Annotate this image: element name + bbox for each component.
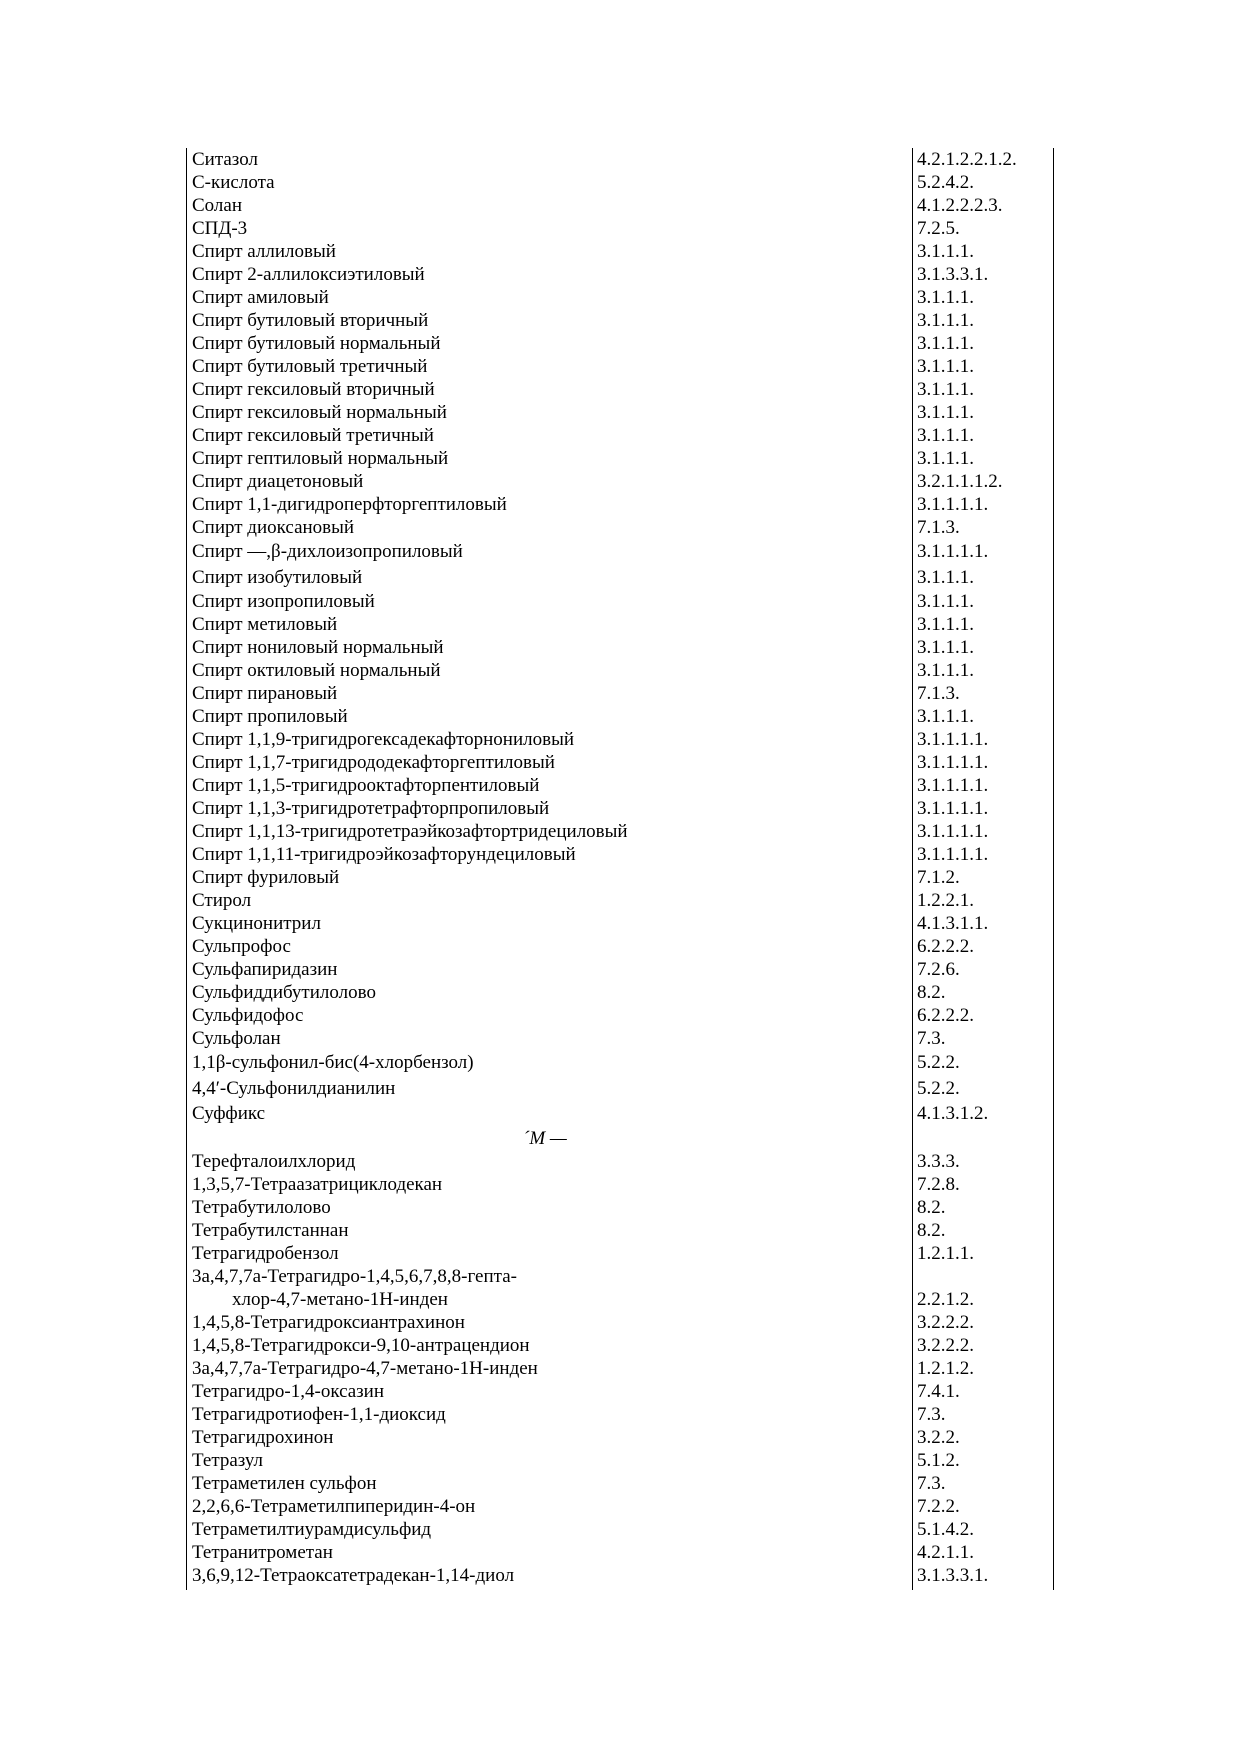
index-reference: 7.2.5. [917, 218, 960, 239]
index-entry [186, 1242, 1056, 1265]
section-heading: ´М — [523, 1127, 567, 1149]
index-reference: 3.1.1.1. [917, 448, 974, 469]
index-entry [186, 194, 1056, 217]
index-entry [186, 843, 1056, 866]
index-reference: 3.1.1.1.1. [917, 844, 989, 865]
index-reference: 4.2.1.1. [917, 1541, 974, 1563]
index-term: Сукцинонитрил [192, 913, 321, 934]
index-entry [186, 1076, 1056, 1102]
index-reference: 1.2.1.1. [917, 1242, 974, 1264]
index-entry [186, 774, 1056, 797]
index-reference: 3.1.1.1. [917, 614, 974, 635]
index-reference: 3.3.3. [917, 1150, 960, 1172]
index-reference: 4.1.3.1.2. [917, 1103, 989, 1124]
index-term-continuation: хлор-4,7-метано-1Н-инден [232, 1288, 448, 1310]
index-term-line: 3а,4,7,7а-Тетрагидро-1,4,5,6,7,8,8-гепта- [192, 1265, 517, 1287]
index-reference: 7.3. [917, 1028, 946, 1049]
index-term: 4,4′-Сульфонилдианилин [192, 1077, 396, 1099]
index-term: Тетраметилтиурамдисульфид [192, 1518, 432, 1540]
index-reference: 3.1.1.1.1. [917, 821, 989, 842]
index-term: Спирт 1,1,9-тригидрогексадекафторнониловый [192, 729, 575, 750]
index-reference: 3.1.3.3.1. [917, 264, 989, 285]
index-reference: 7.2.8. [917, 1173, 960, 1195]
index-entry [186, 1426, 1056, 1449]
index-entry [186, 378, 1056, 401]
index-term: Ситазол [192, 149, 258, 170]
index-reference: 3.1.1.1. [917, 241, 974, 262]
index-entry [186, 889, 1056, 912]
index-term: Спирт гексиловый нормальный [192, 402, 447, 423]
index-term: Тетрагидро-1,4-оксазин [192, 1380, 385, 1402]
index-term: Спирт гексиловый третичный [192, 425, 434, 446]
index-entry [186, 565, 1056, 591]
index-term: Спирт 1,1,5-тригидрооктафторпентиловый [192, 775, 540, 796]
index-entry [186, 958, 1056, 981]
index-term [192, 1265, 517, 1311]
index-reference: 4.1.3.1.1. [917, 913, 989, 934]
index-term: Сульфапиридазин [192, 959, 338, 980]
index-reference: 3.1.1.1.1. [917, 775, 989, 796]
index-entry [186, 263, 1056, 286]
index-term: Тетрагидробензол [192, 1242, 339, 1264]
index-entry [186, 682, 1056, 705]
index-entry [186, 613, 1056, 636]
index-reference: 3.1.1.1. [917, 706, 974, 727]
index-reference: 7.2.2. [917, 1495, 960, 1517]
section-heading-row [186, 1127, 1056, 1150]
index-reference: 7.1.3. [917, 517, 960, 538]
index-term: Спирт метиловый [192, 614, 338, 635]
index-term: Тетраметилен сульфон [192, 1472, 377, 1494]
index-reference: 3.1.1.1.1. [917, 752, 989, 773]
index-entry [186, 1027, 1056, 1050]
index-reference: 6.2.2.2. [917, 936, 974, 957]
index-entry [186, 332, 1056, 355]
index-term: Спирт диоксановый [192, 517, 355, 538]
index-reference: 4.2.1.2.2.1.2. [917, 149, 1017, 170]
index-entry [186, 493, 1056, 516]
index-term: Спирт 1,1,13-тригидротетраэйкозафтортридециловый [192, 821, 628, 842]
index-term: Спирт гептиловый нормальный [192, 448, 449, 469]
index-entry [186, 1101, 1056, 1127]
index-entry [186, 1564, 1056, 1587]
index-entry [186, 539, 1056, 565]
index-term: Тетранитрометан [192, 1541, 333, 1563]
index-entry [186, 148, 1056, 171]
index-term: СПД-3 [192, 218, 248, 239]
index-reference: 5.1.4.2. [917, 1518, 974, 1540]
index-reference: 3.1.1.1. [917, 425, 974, 446]
index-term: 3а,4,7,7а-Тетрагидро-4,7-метано-1Н-инден [192, 1357, 538, 1379]
index-entry [186, 820, 1056, 843]
index-entry [186, 1334, 1056, 1357]
index-entry [186, 1265, 1056, 1311]
index-term: 1,4,5,8-Тетрагидрокси-9,10-антрацендион [192, 1334, 530, 1356]
index-reference: 7.1.2. [917, 867, 960, 888]
index-reference: 8.2. [917, 1196, 946, 1218]
index-reference: 8.2. [917, 1219, 946, 1241]
index-entry [186, 751, 1056, 774]
index-reference: 3.1.1.1.1. [917, 729, 989, 750]
index-term: Спирт 1,1,11-тригидроэйкозафторундециловый [192, 844, 576, 865]
index-entry [186, 401, 1056, 424]
index-reference: 3.2.1.1.1.2. [917, 471, 1003, 492]
index-reference: 7.3. [917, 1472, 946, 1494]
index-entry [186, 659, 1056, 682]
index-reference: 6.2.2.2. [917, 1005, 974, 1026]
index-term: Спирт изопропиловый [192, 591, 375, 612]
index-reference: 4.1.2.2.2.3. [917, 195, 1003, 216]
index-reference: 3.1.1.1. [917, 310, 974, 331]
index-term: Спирт 1,1,7-тригидрододекафторгептиловый [192, 752, 555, 773]
index-term: Сульфиддибутилолово [192, 982, 376, 1003]
index-reference: 8.2. [917, 982, 946, 1003]
index-entry [186, 1173, 1056, 1196]
index-entry [186, 447, 1056, 470]
index-entry [186, 1004, 1056, 1027]
index-term: 3,6,9,12-Тетраоксатетрадекан-1,14-диол [192, 1564, 515, 1586]
index-term: Спирт гексиловый вторичный [192, 379, 435, 400]
index-reference: 3.1.1.1.1. [917, 494, 989, 515]
index-reference: 3.2.2.2. [917, 1311, 974, 1333]
index-entry [186, 1311, 1056, 1334]
index-term: Спирт пирановый [192, 683, 338, 704]
index-entry [186, 981, 1056, 1004]
index-term: Тетрагидрохинон [192, 1426, 334, 1448]
index-reference: 3.1.1.1.1. [917, 541, 989, 562]
index-reference: 3.2.2.2. [917, 1334, 974, 1356]
index-term: Сульфолан [192, 1028, 281, 1049]
index-term: Спирт пропиловый [192, 706, 348, 727]
index-term: Терефталоилхлорид [192, 1150, 356, 1172]
index-term: Спирт бутиловый нормальный [192, 333, 441, 354]
index-reference: 3.1.1.1.1. [917, 798, 989, 819]
index-term: С-кислота [192, 172, 275, 193]
index-term: Стирол [192, 890, 252, 911]
index-reference: 1.2.1.2. [917, 1357, 974, 1379]
index-entry [186, 309, 1056, 332]
index-entry [186, 797, 1056, 820]
index-entry [186, 935, 1056, 958]
index-table [186, 148, 1056, 1587]
index-term: Спирт бутиловый вторичный [192, 310, 429, 331]
index-term: 1,4,5,8-Тетрагидроксиантрахинон [192, 1311, 465, 1333]
index-reference: 3.1.1.1. [917, 566, 974, 588]
index-reference: 5.2.2. [917, 1077, 960, 1099]
index-term: Тетрабутилстаннан [192, 1219, 349, 1241]
index-reference: 3.1.1.1. [917, 591, 974, 612]
index-entry [186, 1495, 1056, 1518]
index-term: Тетрагидротиофен-1,1-диоксид [192, 1403, 446, 1425]
index-term: Спирт 1,1,3-тригидротетрафторпропиловый [192, 798, 550, 819]
index-entry [186, 705, 1056, 728]
index-entry [186, 171, 1056, 194]
index-entry [186, 1219, 1056, 1242]
index-entry [186, 1357, 1056, 1380]
index-entry [186, 240, 1056, 263]
index-entry [186, 912, 1056, 935]
index-entry [186, 728, 1056, 751]
index-term: Сульпрофос [192, 936, 291, 957]
index-reference: 7.3. [917, 1403, 946, 1425]
index-entry [186, 286, 1056, 309]
index-term: Спирт 1,1-дигидроперфторгептиловый [192, 494, 507, 515]
index-entry [186, 355, 1056, 378]
index-reference: 3.1.1.1. [917, 660, 974, 681]
index-term: Спирт —,β-дихлоизопропиловый [192, 541, 463, 562]
index-term: Спирт бутиловый третичный [192, 356, 428, 377]
index-reference: 2.2.1.2. [917, 1288, 974, 1310]
index-entry [186, 1380, 1056, 1403]
index-reference: 3.1.1.1. [917, 402, 974, 423]
index-reference: 3.2.2. [917, 1426, 960, 1448]
index-term: 2,2,6,6-Тетраметилпиперидин-4-он [192, 1495, 476, 1517]
index-reference: 3.1.1.1. [917, 356, 974, 377]
index-term: Сульфидофос [192, 1005, 304, 1026]
index-reference: 5.2.2. [917, 1052, 960, 1073]
index-reference: 3.1.1.1. [917, 379, 974, 400]
index-reference: 7.4.1. [917, 1380, 960, 1402]
index-entry [186, 1150, 1056, 1173]
index-reference: 5.2.4.2. [917, 172, 974, 193]
index-term: Спирт фуриловый [192, 867, 340, 888]
index-reference: 3.1.1.1. [917, 637, 974, 658]
index-entry [186, 1196, 1056, 1219]
index-reference: 5.1.2. [917, 1449, 960, 1471]
index-term: 1,1β-сульфонил-бис(4-хлорбензол) [192, 1052, 474, 1073]
index-term: Спирт нониловый нормальный [192, 637, 444, 658]
index-entry [186, 516, 1056, 539]
index-entry [186, 1050, 1056, 1076]
index-term: Тетрабутилолово [192, 1196, 331, 1218]
index-reference: 7.1.3. [917, 683, 960, 704]
index-entry [186, 1403, 1056, 1426]
index-reference: 1.2.2.1. [917, 890, 974, 911]
index-entry [186, 1541, 1056, 1564]
index-entry [186, 424, 1056, 447]
index-reference: 3.1.1.1. [917, 333, 974, 354]
index-entry [186, 866, 1056, 889]
index-term: Тетразул [192, 1449, 264, 1471]
index-term: 1,3,5,7-Тетраазатрициклодекан [192, 1173, 443, 1195]
index-term: Спирт амиловый [192, 287, 329, 308]
index-entry [186, 470, 1056, 493]
index-reference: 3.1.1.1. [917, 287, 974, 308]
index-entry [186, 636, 1056, 659]
index-term: Солан [192, 195, 243, 216]
index-entry [186, 217, 1056, 240]
index-term: Спирт диацетоновый [192, 471, 364, 492]
index-term: Спирт аллиловый [192, 241, 336, 262]
index-term: Суффикс [192, 1103, 266, 1124]
index-reference: 7.2.6. [917, 959, 960, 980]
index-term: Спирт октиловый нормальный [192, 660, 441, 681]
index-term: Спирт 2-аллилоксиэтиловый [192, 264, 425, 285]
index-reference: 3.1.3.3.1. [917, 1564, 989, 1586]
index-entry [186, 1449, 1056, 1472]
index-entry [186, 1472, 1056, 1495]
index-term: Спирт изобутиловый [192, 566, 363, 588]
index-entry [186, 1518, 1056, 1541]
index-entry [186, 590, 1056, 613]
